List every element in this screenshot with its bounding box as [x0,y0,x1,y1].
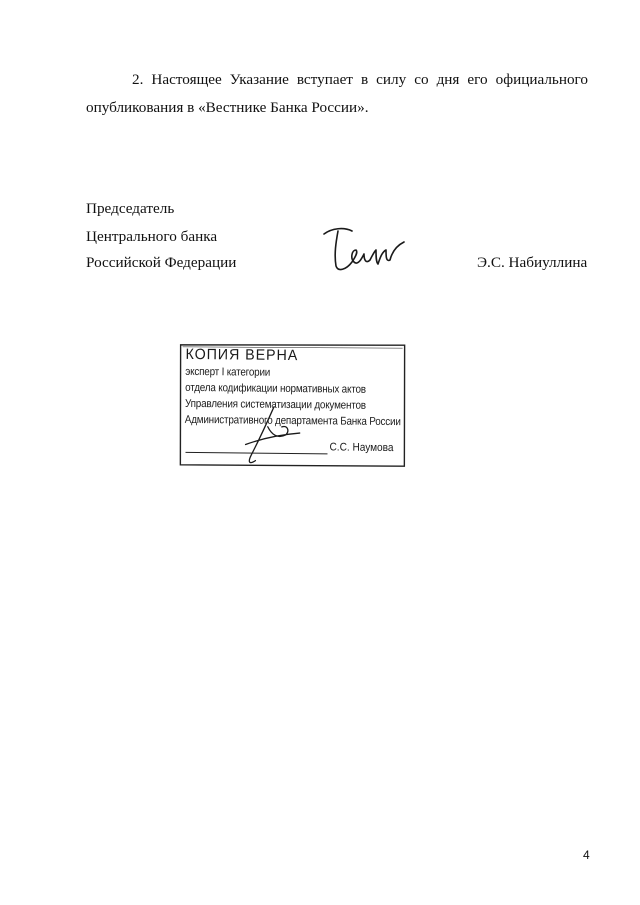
stamp-signer-name: С.С. Наумова [329,441,394,455]
handwritten-signature [318,222,408,278]
page-number: 4 [583,848,590,862]
signatory-title-line-2: Центрального банка [86,228,218,245]
signatory-title-line-3: Российской Федерации [86,254,237,271]
stamp-handwritten-signature [237,404,308,467]
signatory-name: Э.С. Набиуллина [477,254,588,271]
stamp-line-3: Управления систематизации документов [184,397,366,412]
body-paragraph: 2. Настоящее Указание вступает в силу со дня его официального опубликования в «Вестнике Банка России». [86,71,588,116]
signatory-title-line-1: Председатель [86,200,175,217]
stamp-line-1: эксперт I категории [185,365,271,379]
stamp-line-2: отдела кодификации нормативных актов [185,381,366,396]
stamp-header: КОПИЯ ВЕРНА [185,345,299,365]
certified-copy-stamp [177,342,406,468]
stamp-line-4: Административного департамента Банка России [184,413,401,429]
